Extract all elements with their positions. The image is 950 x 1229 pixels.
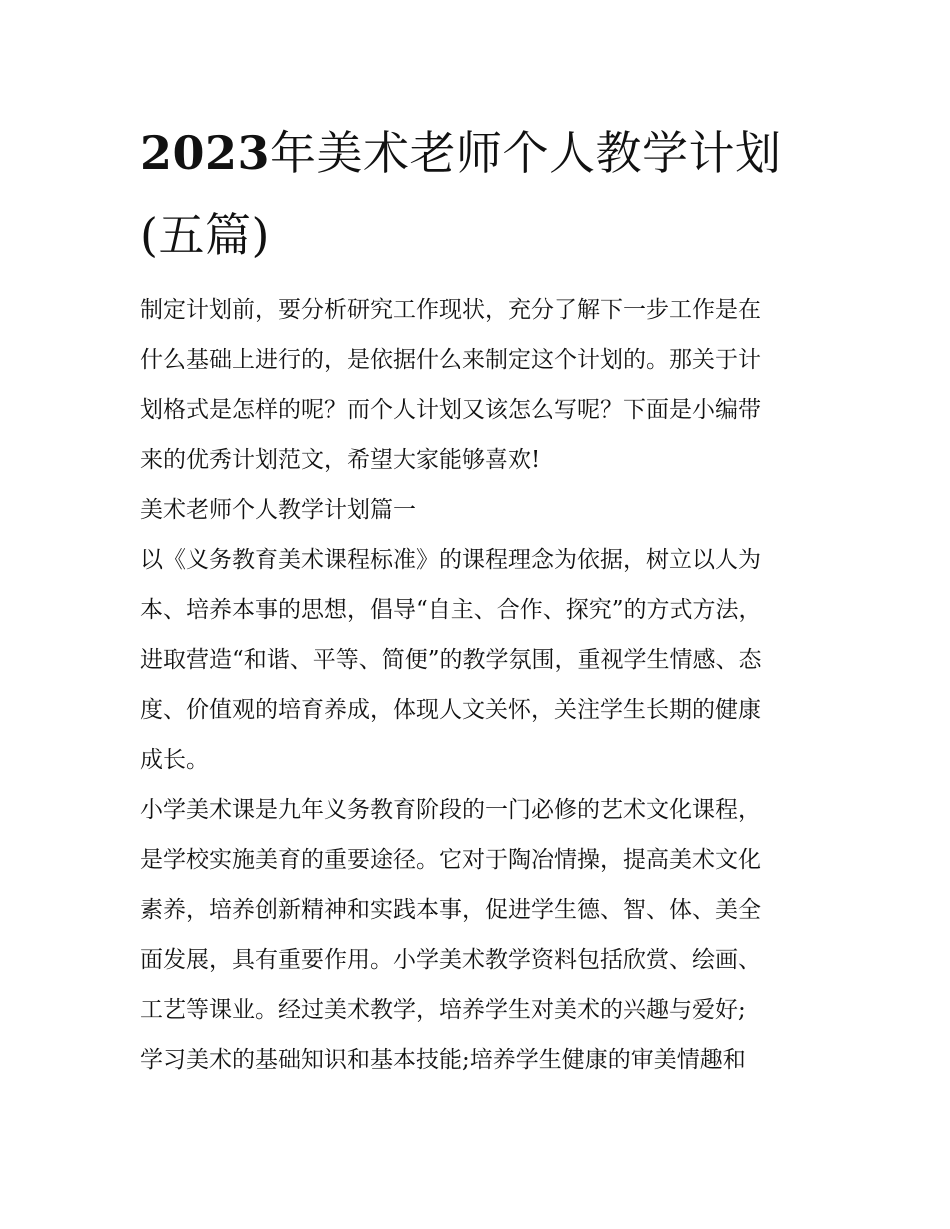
title-line-1 xyxy=(140,112,812,194)
text-line: 制定计划前，要分析研究工作现状，充分了解下一步工作是在 xyxy=(140,297,761,323)
text-line: 以《义务教育美术课程标准》的课程理念为依据，树立以人为 xyxy=(140,547,761,573)
text-line: 面发展，具有重要作用。小学美术教学资料包括欣赏、绘画、 xyxy=(140,947,761,973)
text-line: 是学校实施美育的重要途径。它对于陶冶情操，提高美术文化 xyxy=(140,847,761,873)
text-line: 划格式是怎样的呢？而个人计划又该怎么写呢？下面是小编带 xyxy=(140,397,761,423)
text-line: 进取营造“和谐、平等、简便”的教学氛围，重视学生情感、态 xyxy=(140,647,762,673)
text-line: 成长。 xyxy=(140,747,209,773)
section-heading: 美术老师个人教学计划篇一 xyxy=(140,497,416,523)
title-line-2: (五篇) xyxy=(140,208,270,262)
text-line: 来的优秀计划范文，希望大家能够喜欢! xyxy=(140,447,541,473)
text-line: 本、培养本事的思想，倡导“自主、合作、探究”的方式方法， xyxy=(140,597,762,623)
text-line: 学习美术的基础知识和基本技能;培养学生健康的审美情趣和 xyxy=(140,1047,746,1073)
title-text: 年美术老师个人教学计划 xyxy=(270,126,782,180)
document-title xyxy=(140,112,812,276)
title-year: 2023 xyxy=(140,126,271,180)
text-line: 小学美术课是九年义务教育阶段的一门必修的艺术文化课程， xyxy=(140,797,761,823)
text-line: 素养，培养创新精神和实践本事，促进学生德、智、体、美全 xyxy=(140,897,761,923)
document-content xyxy=(140,112,812,1085)
text-line: 什么基础上进行的，是依据什么来制定这个计划的。那关于计 xyxy=(140,347,761,373)
text-line: 工艺等课业。经过美术教学，培养学生对美术的兴趣与爱好; xyxy=(140,997,746,1023)
text-line: 度、价值观的培育养成，体现人文关怀，关注学生长期的健康 xyxy=(140,697,761,723)
body-text xyxy=(140,285,812,1085)
